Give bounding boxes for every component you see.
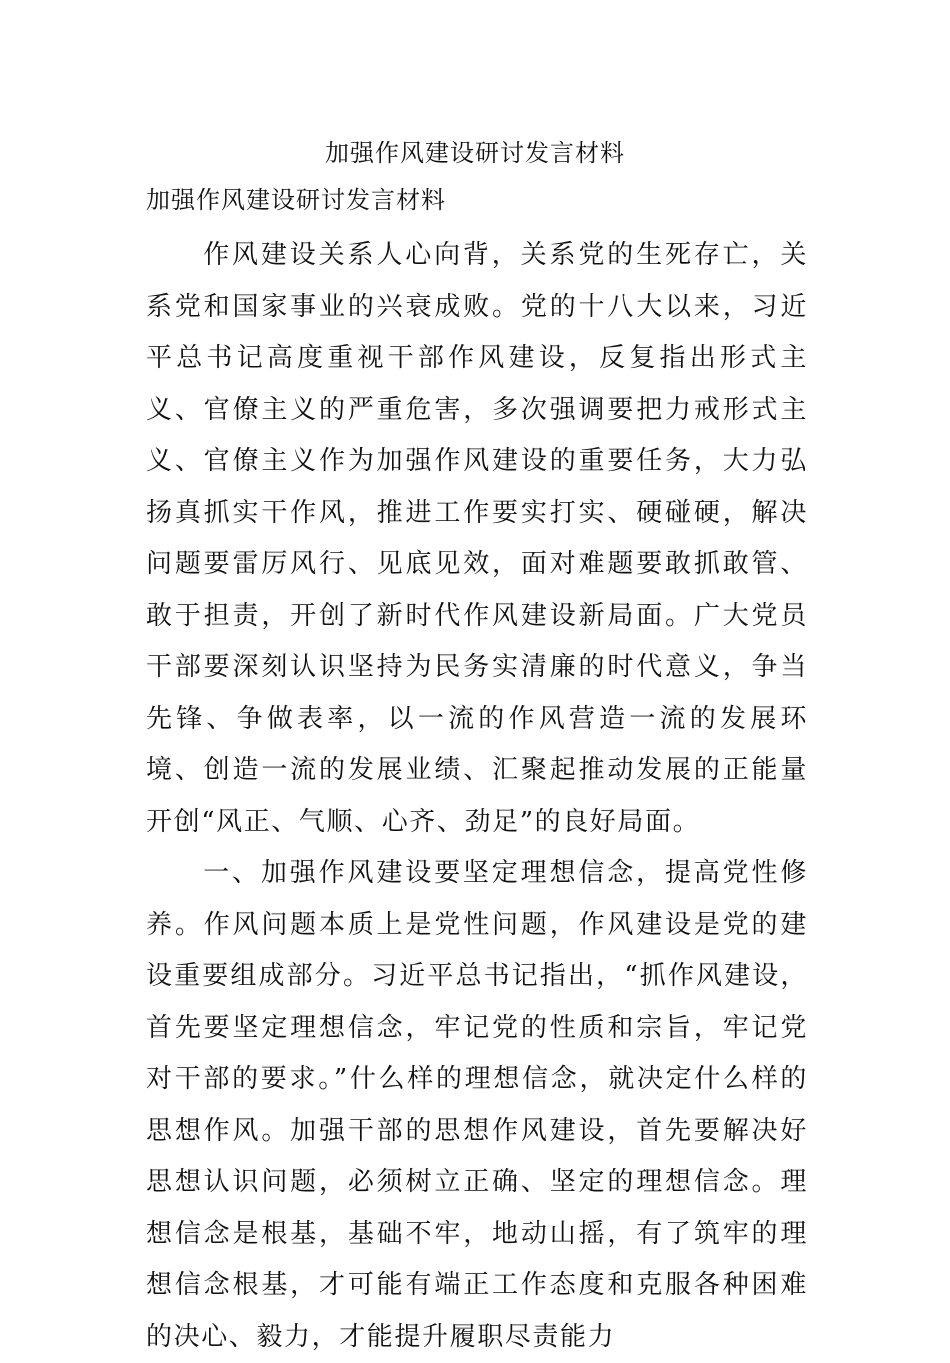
paragraph-intro: 作风建设关系人心向背，关系党的生死存亡，关系党和国家事业的兴衰成败。党的十八大以来，习近平总书记高度重视干部作风建设，反复指出形式主义、官僚主义的严重危害，多次强调要把力戒形式主义、官僚主义作为加强作风建设的重要任务，大力弘扬真抓实干作风，推进工作要实打实、硬碰硬，解决问题要雷厉风行、见底见效，面对难题要敢抓敢管、敢于担责，开创了新时代作风建设新局面。广大党员干部要深刻认识坚持为民务实清廉的时代意义，争当先锋、争做表率，以一流的作风营造一流的发展环境、创造一流的发展业绩、汇聚起推动发展的正能量开创“风正、气顺、心齐、劲足”的良好局面。 xyxy=(146,240,808,837)
document-subtitle: 加强作风建设研讨发言材料 xyxy=(146,186,446,214)
document-title: 加强作风建设研讨发言材料 xyxy=(325,139,625,167)
paragraph-section-one: 一、加强作风建设要坚定理想信念，提高党性修养。作风问题本质上是党性问题，作风建设是党的建设重要组成部分。习近平总书记指出，“抓作风建设，首先要坚定理想信念，牢记党的性质和宗旨，牢记党对干部的要求。”什么样的理想信念，就决定什么样的思想作风。加强干部的思想作风建设，首先要解决好思想认识问题，必须树立正确、坚定的理想信念。理想信念是根基，基础不牢，地动山摇，有了筑牢的理想信念根基，才可能有端正工作态度和克服各种困难的决心、毅力，才能提升履职尽责能力 xyxy=(146,858,808,1352)
document-body xyxy=(146,230,808,1363)
